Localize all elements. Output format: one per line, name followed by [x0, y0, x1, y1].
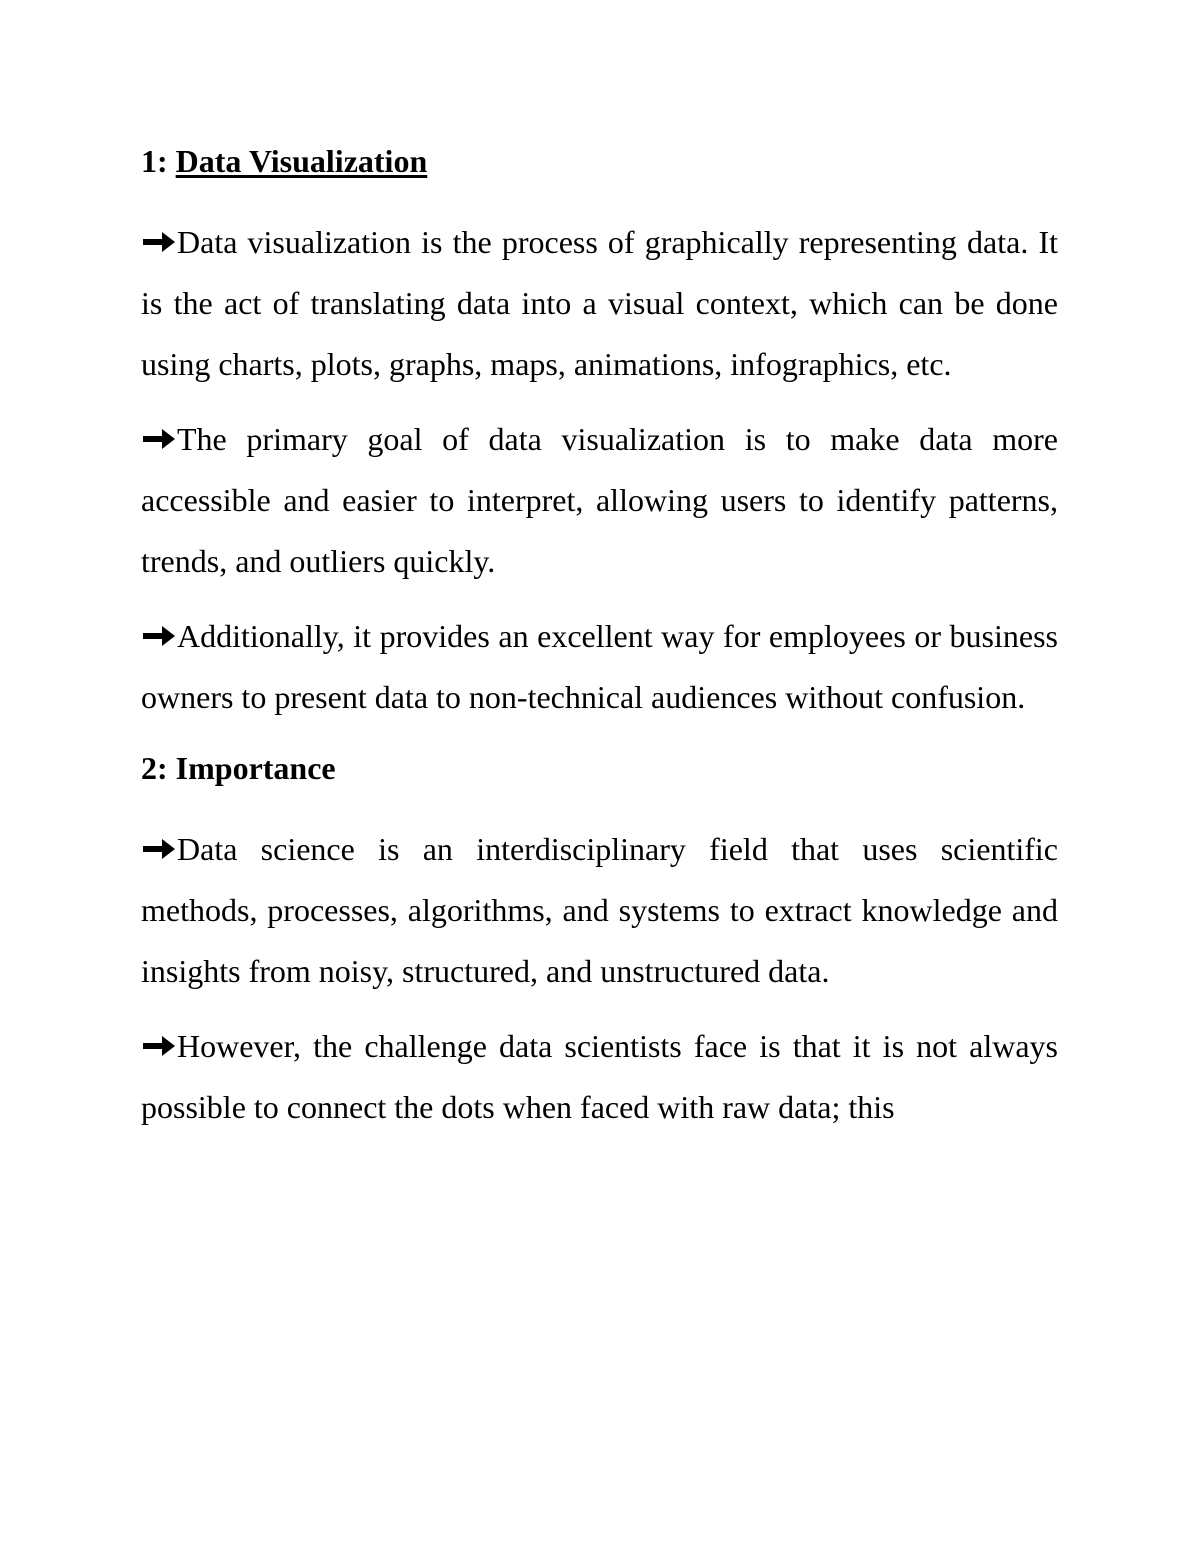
- paragraph-text: Data visualization is the process of graphically representing data. It is the act of translating data into a visual context, which can be done using charts, plots, graphs, maps, animations, infographics, etc.: [141, 224, 1058, 382]
- section-number: 1:: [141, 143, 168, 179]
- right-arrow-icon: [141, 1033, 177, 1059]
- section-number: 2:: [141, 750, 168, 786]
- section-heading-1: [141, 135, 1058, 187]
- paragraph: [141, 409, 1058, 592]
- paragraph-text: However, the challenge data scientists face is that it is not always possible to connect the dots when faced with raw data; this: [141, 1028, 1058, 1125]
- section-title: Importance: [175, 750, 336, 786]
- paragraph: [141, 606, 1058, 728]
- document-body: [141, 135, 1058, 1152]
- right-arrow-icon: [141, 623, 177, 649]
- paragraph: [141, 212, 1058, 395]
- paragraph: [141, 1016, 1058, 1138]
- right-arrow-icon: [141, 229, 177, 255]
- paragraph-text: Additionally, it provides an excellent way for employees or business owners to present data to non-technical audiences without confusion.: [141, 618, 1058, 715]
- paragraph: [141, 819, 1058, 1002]
- section-title: Data Visualization: [175, 143, 428, 179]
- section-heading-2: [141, 742, 1058, 794]
- paragraph-text: Data science is an interdisciplinary field that uses scientific methods, processes, algorithms, and systems to extract knowledge and insights from noisy, structured, and unstructured data.: [141, 831, 1058, 989]
- paragraph-text: The primary goal of data visualization is to make data more accessible and easier to interpret, allowing users to identify patterns, trends, and outliers quickly.: [141, 421, 1058, 579]
- right-arrow-icon: [141, 426, 177, 452]
- right-arrow-icon: [141, 836, 177, 862]
